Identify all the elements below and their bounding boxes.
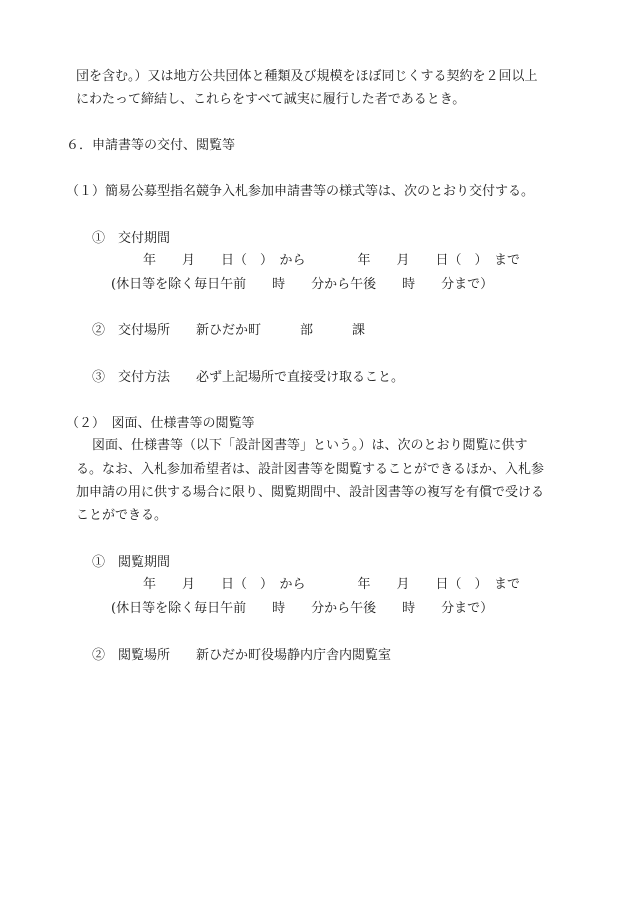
item2-paragraph-line-2: る。なお、入札参加希望者は、設計図書等を閲覧することができるほか、入札参 — [76, 462, 545, 477]
item2-place: ② 閲覧場所 新ひだか町役場静内庁舎内閲覧室 — [92, 648, 392, 663]
item2-paragraph-line-1: 図面、仕様書等（以下「設計図書等」という。）は、次のとおり閲覧に供す — [92, 438, 528, 453]
section-heading: ６．申請書等の交付、閲覧等 — [66, 138, 236, 153]
item1-period-label: ① 交付期間 — [92, 231, 171, 246]
intro-line-1: 団を含む。）又は地方公共団体と種類及び規模をほぼ同じくする契約を２回以上 — [76, 69, 538, 84]
item1-place: ② 交付場所 新ひだか町 部 課 — [92, 323, 366, 338]
item2-paragraph-line-4: ことができる。 — [76, 508, 168, 523]
item1-period-dates: 年 月 日（ ） から 年 月 日（ ） まで — [143, 253, 521, 268]
item1-method: ③ 交付方法 必ず上記場所で直接受け取ること。 — [92, 370, 405, 385]
item2-period-hours: (休日等を除く毎日午前 時 分から午後 時 分まで） — [111, 601, 494, 616]
item1-heading: （１）簡易公募型指名競争入札参加申請書等の様式等は、次のとおり交付する。 — [66, 184, 535, 199]
item2-heading: （２） 図面、仕様書等の閲覧等 — [66, 416, 255, 431]
item2-period-label: ① 閲覧期間 — [92, 555, 171, 570]
item1-period-hours: (休日等を除く毎日午前 時 分から午後 時 分まで） — [111, 277, 494, 292]
item2-paragraph-line-3: 加申請の用に供する場合に限り、閲覧期間中、設計図書等の複写を有償で受ける — [76, 485, 545, 500]
item2-period-dates: 年 月 日（ ） から 年 月 日（ ） まで — [143, 577, 521, 592]
intro-line-2: にわたって締結し、これらをすべて誠実に履行した者であるとき。 — [76, 92, 466, 107]
